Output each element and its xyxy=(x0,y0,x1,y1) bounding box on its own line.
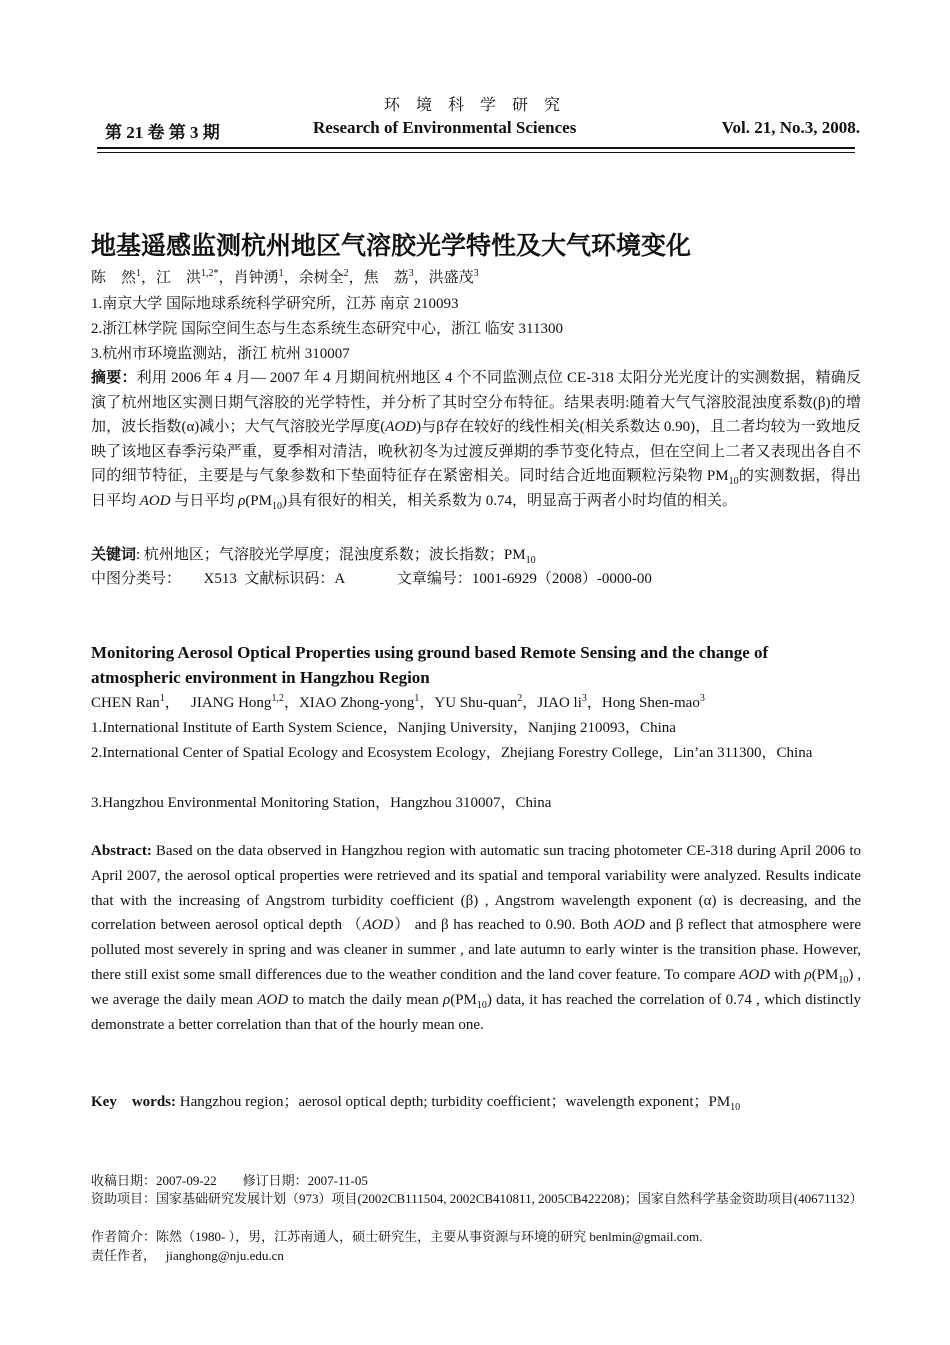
author-name: XIAO Zhong-yong xyxy=(298,695,415,711)
footnote-author-bio: 作者简介：陈然（1980- ），男，江苏南通人，硕士研究生，主要从事资源与环境的研究 benlmin@gmail.com. xyxy=(91,1229,703,1244)
footnote-corresponding: 责任作者， jianghong@nju.edu.cn xyxy=(91,1248,284,1263)
author-name: 焦 荔 xyxy=(363,270,409,286)
author-name: YU Shu-quan xyxy=(434,695,518,711)
author-affil-mark: 1 xyxy=(278,268,284,279)
keywords-en xyxy=(91,1090,861,1111)
author-separator: ， xyxy=(283,695,299,711)
author-name: 余树全 xyxy=(298,270,344,286)
abstract-text: (PM xyxy=(811,966,839,983)
author-name: CHEN Ran xyxy=(91,695,160,711)
paper-title-cn: 地基遥感监测杭州地区气溶胶光学特性及大气环境变化 xyxy=(91,233,692,260)
author-separator: ， xyxy=(419,695,435,711)
keywords-cn xyxy=(91,543,861,564)
subscript: 10 xyxy=(730,1102,741,1113)
abstract-en xyxy=(91,839,861,1037)
abstract-text: ) , we average the daily mean xyxy=(91,966,862,1008)
author-affil-mark: 3 xyxy=(581,693,587,704)
journal-name-en: Research of Environmental Sciences xyxy=(313,118,577,137)
subscript: 10 xyxy=(525,555,536,566)
author-affil-mark: 1,2* xyxy=(201,268,219,279)
header-rule-thick xyxy=(97,147,855,149)
author-separator: ， xyxy=(413,270,429,286)
classification-line: 中图分类号： X513 文献标识码：A 文章编号：1001-6929（2008）-0000-00 xyxy=(91,571,652,587)
author-affil-mark: 1 xyxy=(136,268,142,279)
abstract-text: Based on the data observed in Hangzhou region with automatic sun tracing photometer CE-318 during April 2006 to April 2007, the aerosol optical properties were retrieved and its spatial and temporal variability were analyzed. Results indicate that with the increasing of Angstrom turbidity coefficient (β) , Angstrom wavelength exponent (α) is decreasing, and the correlation between aerosol optical depth （ xyxy=(91,843,861,934)
author-name: 肖钟湧 xyxy=(233,270,279,286)
author-separator: ， xyxy=(218,270,234,286)
keywords-label-cn: 关键词 xyxy=(91,547,137,563)
author-name: 陈 然 xyxy=(91,270,137,286)
author-separator: ， xyxy=(522,695,538,711)
symbol-rho: ρ xyxy=(443,991,451,1008)
author-affil-mark: 1 xyxy=(159,693,165,704)
author-name: JIAO li xyxy=(537,695,582,711)
symbol-aod: AOD xyxy=(257,991,289,1008)
subscript: 10 xyxy=(728,476,739,487)
abstract-cn xyxy=(91,366,861,513)
abstract-text: ） and β has reached to 0.90. Both xyxy=(393,917,614,934)
paper-title-en: Monitoring Aerosol Optical Properties using ground based Remote Sensing and the change of atmospheric environment in Hangzhou Region xyxy=(91,643,769,687)
abstract-text: 利用 2006 年 4 月— 2007 年 4 月期间杭州地区 4 个不同监测点位 CE-318 太阳分光光度计的实测数据，精确反演了杭州地区实测日期气溶胶的光学特性，并分析了其时空分布特征。结果表明:随着大气气溶胶混浊度系数(β)的增加，波长指数(α)减小；大气气溶胶光学厚度( xyxy=(91,370,861,435)
abstract-text: )具有很好的相关，相关系数为 0.74，明显高于两者小时均值的相关。 xyxy=(282,492,737,509)
symbol-aod: AOD xyxy=(385,419,417,435)
author-list-en xyxy=(91,691,861,712)
journal-name-cn: 环 境 科 学 研 究 xyxy=(383,97,566,114)
abstract-label-en: Abstract: xyxy=(91,843,152,859)
author-affil-mark: 1 xyxy=(414,693,420,704)
author-separator: ， xyxy=(348,270,364,286)
volume-issue-en: Vol. 21, No.3, 2008. xyxy=(721,118,860,137)
volume-issue-cn: 第 21 卷 第 3 期 xyxy=(105,123,220,142)
footnote-received: 收稿日期：2007-09-22 修订日期：2007-11-05 xyxy=(91,1173,368,1188)
author-affil-mark: 1,2 xyxy=(271,693,284,704)
header-rule-thin xyxy=(97,152,855,153)
author-name: Hong Shen-mao xyxy=(601,695,700,711)
abstract-text: (PM xyxy=(245,492,272,509)
author-separator: ， xyxy=(283,270,299,286)
author-separator: ， xyxy=(586,695,602,711)
abstract-text: 与日平均 xyxy=(170,492,239,509)
affiliation-en-2: 2.International Center of Spatial Ecology and Ecosystem Ecology，Zhejiang Forestry College，Lin’an 311300，China xyxy=(91,745,813,761)
abstract-text: 的实测数据，得出日平均 xyxy=(91,468,861,509)
symbol-rho: ρ xyxy=(804,966,812,983)
author-affil-mark: 3 xyxy=(408,268,414,279)
author-name: JIANG Hong xyxy=(191,695,272,711)
symbol-aod: AOD xyxy=(613,917,645,934)
subscript: 10 xyxy=(476,999,487,1011)
affiliation-cn-3: 3.杭州市环境监测站，浙江 杭州 310007 xyxy=(91,346,350,362)
keywords-label-en: Key words: xyxy=(91,1094,176,1110)
author-separator: ， xyxy=(164,695,192,711)
author-affil-mark: 3 xyxy=(699,693,705,704)
affiliation-cn-1: 1.南京大学 国际地球系统科学研究所，江苏 南京 210093 xyxy=(91,296,459,312)
abstract-text: (PM xyxy=(450,991,477,1008)
affiliation-cn-2: 2.浙江林学院 国际空间生态与生态系统生态研究中心，浙江 临安 311300 xyxy=(91,321,563,337)
symbol-aod: AOD xyxy=(362,917,394,934)
author-name: 洪盛茂 xyxy=(428,270,474,286)
abstract-text: to match the daily mean xyxy=(288,991,443,1008)
abstract-text: ) data, it has reached the correlation of 0.74 , which distinctly demonstrate a better correlation than that of the hourly mean one. xyxy=(91,991,861,1033)
subscript: 10 xyxy=(838,974,849,986)
author-name: 江 洪 xyxy=(156,270,202,286)
author-affil-mark: 2 xyxy=(517,693,523,704)
abstract-text: with xyxy=(770,966,805,983)
subscript: 10 xyxy=(272,500,282,512)
symbol-aod: AOD xyxy=(739,966,771,983)
footnote-funding: 资助项目：国家基础研究发展计划（973）项目(2002CB111504, 2002CB410811, 2005CB422208)；国家自然科学基金资助项目(40671132） xyxy=(91,1191,863,1206)
author-affil-mark: 3 xyxy=(473,268,479,279)
abstract-label-cn: 摘要： xyxy=(91,370,137,386)
keywords-text: : 杭州地区；气溶胶光学厚度；混浊度系数；波长指数；PM xyxy=(136,547,526,563)
abstract-text: )与β存在较好的线性相关(相关系数达 0.90)，且二者均较为一致地反映了该地区春季污染严重，夏季相对清洁，晚秋初冬为过渡反弹期的季节变化特点，但在空间上二者又表现出各自不同的细节特征，主要是与气象参数和下垫面特征存在紧密相关。同时结合近地面颗粒污染物 PM xyxy=(91,419,861,484)
abstract-text: and β reflect that atmosphere were polluted most severely in spring and was cleaner in summer , and late autumn to early winter is the transition phase. However, there still exist some small differences due to the weather condition and the land cover feature. To compare xyxy=(91,917,861,983)
affiliation-en-1: 1.International Institute of Earth System Science，Nanjing University，Nanjing 210093，China xyxy=(91,720,676,736)
symbol-rho: ρ xyxy=(238,492,246,509)
author-separator: ， xyxy=(141,270,157,286)
author-list-cn xyxy=(91,266,861,287)
symbol-aod: AOD xyxy=(139,492,171,509)
author-affil-mark: 2 xyxy=(343,268,349,279)
keywords-text: Hangzhou region；aerosol optical depth; turbidity coefficient；wavelength exponent；PM xyxy=(176,1094,731,1110)
affiliation-en-3: 3.Hangzhou Environmental Monitoring Station，Hangzhou 310007，China xyxy=(91,795,552,811)
